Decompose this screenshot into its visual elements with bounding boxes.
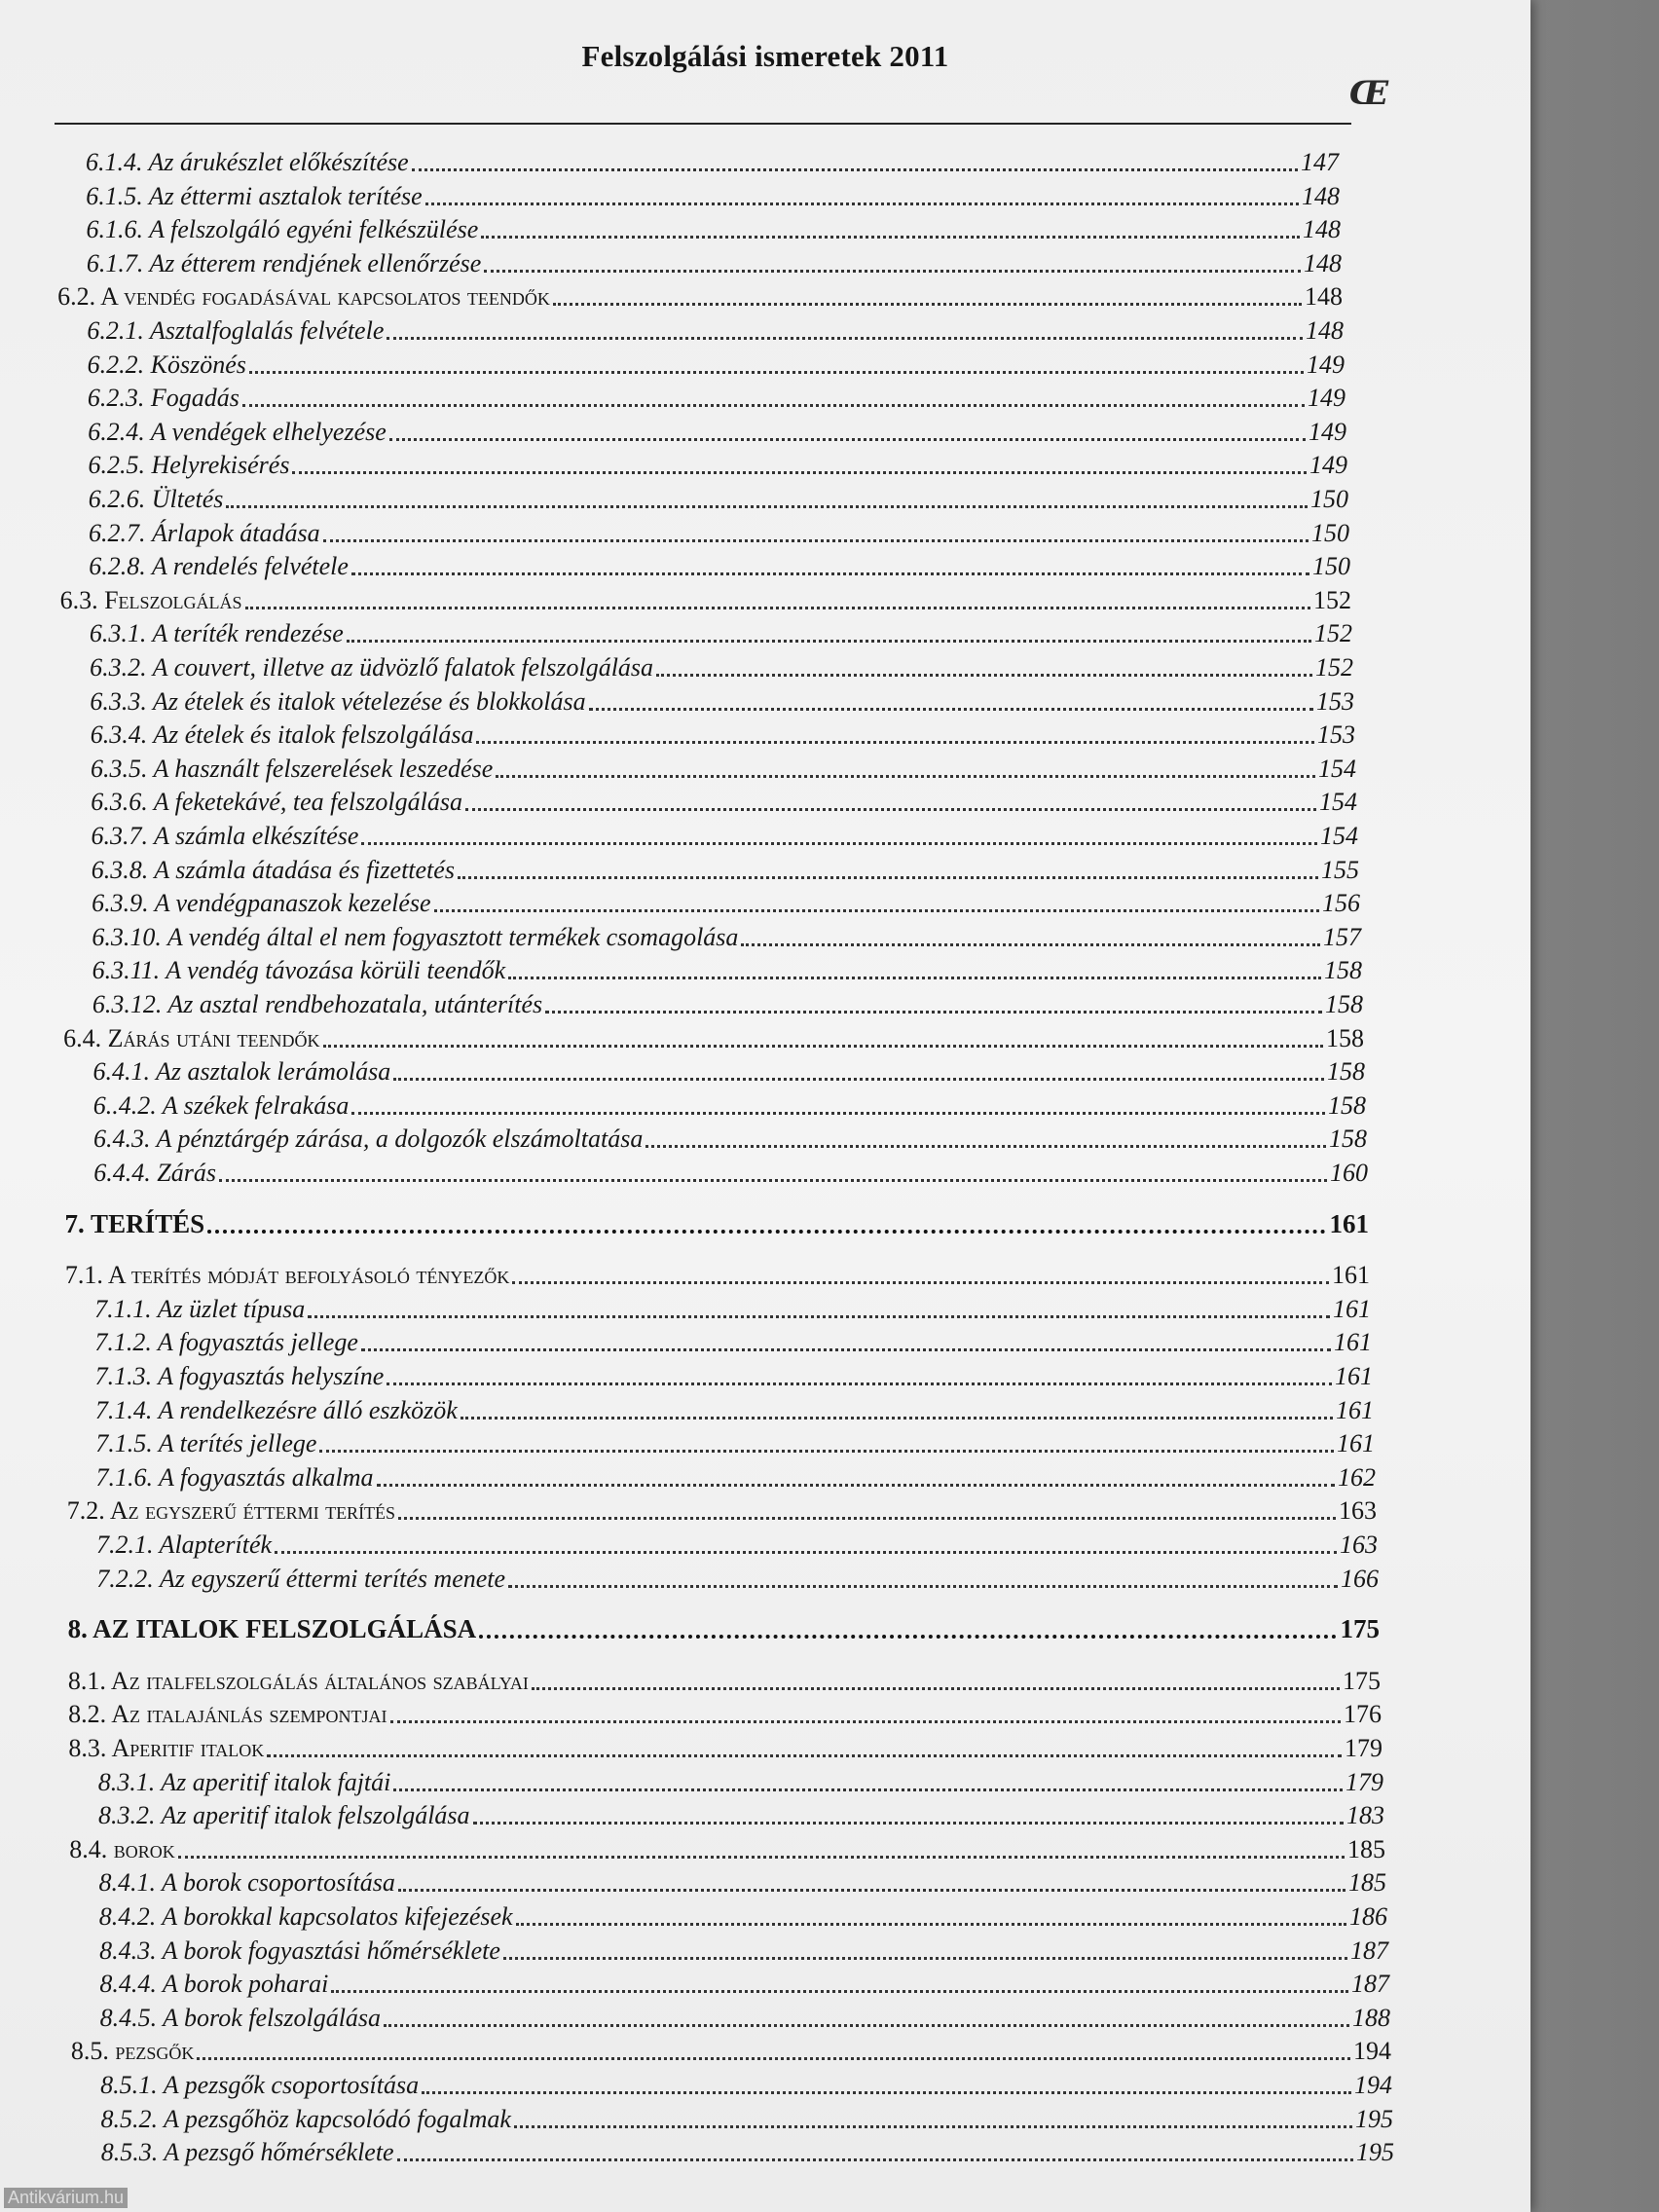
toc-entry-page-number: 183 [1346,1801,1384,1830]
toc-entry-page-number: 188 [1351,2003,1390,2032]
toc-entry-title: 6.3. Felszolgálás [59,585,242,614]
toc-entry-title: 6.3.4. Az ételek és italok felszolgálása [90,720,474,750]
dot-leader [508,1585,1338,1588]
toc-entry-title: 6.3.7. A számla elkészítése [91,822,359,850]
dot-leader [479,1635,1337,1639]
toc-entry-title: 8.5.3. A pezsgő hőmérséklete [100,2138,394,2167]
toc-entry-page-number: 158 [1329,1124,1367,1154]
toc-entry [94,1326,1372,1357]
toc-entry-title: 8.4.3. A borok fogyasztási hőmérséklete [99,1936,500,1965]
toc-entry-title: 6.2.3. Fogadás [87,384,240,413]
toc-entry-page-number: 149 [1308,417,1346,446]
dot-leader [473,1822,1344,1825]
toc-entry-title: 8.4.2. A borokkal kapcsolatos kifejezések [98,1902,513,1931]
toc-entry-title: 8.4.1. A borok csoportosítása [98,1868,395,1898]
toc-entry-title: 6.3.3. Az ételek és italok vételezése és blokkolása [90,686,586,716]
toc-entry-page-number: 161 [1334,1362,1373,1390]
toc-entry-title: 7.2.2. Az egyszerű éttermi terítés menete [96,1564,506,1593]
toc-entry-page-number: 150 [1310,518,1349,547]
toc-entry-page-number: 152 [1313,619,1352,648]
toc-entry-page-number: 186 [1348,1902,1387,1931]
toc-entry-page-number: 161 [1333,1328,1372,1357]
toc-entry-page-number: 161 [1331,1261,1370,1290]
toc-entry [86,146,1339,177]
toc-entry-page-number: 158 [1326,1057,1365,1087]
toc-entry-title: 6.1.6. A felszolgáló egyéni felkészülése [86,215,479,244]
toc-entry [95,1461,1376,1493]
dot-leader [267,1754,1342,1757]
dot-leader [741,943,1320,946]
toc-entry [99,1968,1389,1999]
toc-entry [98,1766,1383,1797]
toc-entry [98,1799,1384,1830]
dot-leader [384,2024,1349,2027]
toc-entry-page-number: 148 [1305,316,1344,345]
dot-leader [503,1957,1347,1960]
toc-entry-title: 6.1.5. Az éttermi asztalok terítése [86,181,423,210]
toc-entry-title: 8.5.1. A pezsgők csoportosítása [100,2071,420,2099]
watermark: Antikvárium.hu [4,2188,128,2208]
toc-entry-page-number: 154 [1319,822,1358,850]
dot-leader [361,1348,1331,1351]
toc-entry [57,280,1343,312]
toc-entry-title: 6.4.3. A pénztárgép zárása, a dolgozók elszámoltatása [93,1124,644,1154]
toc-entry-page-number: 161 [1335,1395,1374,1424]
toc-entry-page-number: 150 [1311,552,1350,581]
dot-leader [245,607,1310,609]
toc-entry-title: 8.4. borok [69,1834,175,1863]
toc-entry [68,1732,1382,1763]
toc-entry-title: 6.2.2. Köszönés [87,350,246,379]
dot-leader [377,1484,1335,1487]
toc-entry [92,921,1361,952]
toc-entry-title: 6.3.6. A feketekávé, tea felszolgálása [91,788,462,817]
toc-entry-page-number: 148 [1304,282,1343,312]
toc-entry [88,349,1345,380]
toc-entry-title: 8.3.1. Az aperitif italok fajtái [97,1767,391,1796]
toc-entry-title: 6.2.7. Árlapok átadása [89,518,320,547]
dot-leader [645,1145,1326,1148]
toc-entry [92,854,1359,885]
toc-entry-page-number: 148 [1303,248,1342,277]
toc-entry-page-number: 149 [1306,350,1345,379]
toc-entry-page-number: 152 [1314,653,1353,682]
toc-entry [88,416,1346,447]
toc-entry-page-number: 187 [1350,1970,1389,1999]
toc-entry [88,382,1346,413]
toc-entry [68,1613,1380,1644]
toc-entry-page-number: 156 [1321,889,1360,918]
toc-entry-title: 6..4.2. A székek felrakása [92,1090,350,1120]
toc-entry [92,887,1360,918]
toc-entry-title: 6.2.5. Helyrekisérés [88,451,290,480]
toc-entry-page-number: 158 [1324,990,1363,1018]
toc-entry-page-number: 166 [1340,1564,1379,1593]
toc-entry-title: 8.2. Az italajánlás szempontjai [68,1700,387,1729]
publisher-logo-icon: Œ [1349,74,1389,113]
toc-entry [60,584,1351,615]
toc-entry [94,1293,1371,1324]
toc-entry-page-number: 147 [1301,148,1339,176]
toc-entry-page-number: 195 [1354,2104,1393,2133]
toc-entry-title: 6.3.1. A teríték rendezése [89,619,344,648]
toc-entry-page-number: 161 [1332,1294,1371,1323]
dot-leader [512,1281,1329,1284]
toc-entry-title: 6.4.4. Zárás [93,1159,216,1187]
dot-leader [178,1856,1345,1859]
dot-leader [331,1990,1348,1993]
dot-leader [532,1687,1340,1690]
dot-leader [656,674,1312,677]
toc-entry-page-number: 163 [1339,1530,1378,1559]
toc-entry-page-number: 161 [1329,1208,1369,1238]
toc-entry-title: 6.4. Zárás utáni teendők [63,1023,320,1052]
toc-entry-title: 6.2.8. A rendelés felvétele [89,552,349,581]
dot-leader [292,471,1307,474]
dot-leader [308,1315,1330,1318]
toc-entry-title: 7.1.4. A rendelkezésre álló eszközök [94,1395,458,1424]
dot-leader [465,808,1316,811]
toc-entry [95,1394,1374,1425]
toc-entry-title: 8.3.2. Az aperitif italok felszolgálása [97,1801,470,1830]
toc-entry-title: 6.1.7. Az étterem rendjének ellenőrzése [86,248,482,277]
dot-leader [387,337,1303,340]
toc-entry-page-number: 152 [1312,585,1351,614]
toc-entry [93,1089,1366,1121]
toc-entry-page-number: 149 [1307,384,1346,413]
toc-entry-page-number: 176 [1343,1700,1382,1729]
toc-entry-page-number: 160 [1329,1159,1368,1187]
toc-entry [90,651,1353,682]
dot-leader [319,1450,1334,1453]
dot-leader [323,1045,1323,1048]
toc-entry [99,1866,1386,1898]
dot-leader [398,1889,1346,1892]
toc-entry [92,988,1363,1019]
toc-entry-page-number: 154 [1317,754,1356,783]
toc-entry-title: 6.2.1. Asztalfoglalás felvétele [87,316,385,345]
toc-entry-title: 7.2. Az egyszerű éttermi terítés [66,1496,396,1526]
toc-entry-page-number: 194 [1353,2071,1392,2099]
toc-entry [92,1055,1365,1087]
dot-leader [197,2057,1350,2060]
dot-leader [412,168,1298,171]
dot-leader [397,2158,1353,2161]
toc-entry [96,1529,1378,1560]
toc-entry-title: 7.1.6. A fogyasztás alkalma [95,1462,374,1492]
dot-leader [207,1230,1326,1234]
toc-entry [100,2103,1393,2134]
toc-entry [100,2069,1392,2100]
toc-entry [93,1123,1367,1154]
toc-entry [88,449,1347,480]
toc-entry-title: 6.2.6. Ültetés [88,485,224,513]
dot-leader [226,505,1308,508]
dot-leader [249,371,1304,374]
toc-entry-title: 6.3.8. A számla átadása és fizettetés [91,855,455,884]
adjacent-page-edge [0,1830,14,1996]
dot-leader [323,539,1309,542]
toc-entry-page-number: 161 [1336,1429,1375,1458]
toc-entry-page-number: 162 [1337,1462,1376,1492]
toc-entry-page-number: 148 [1302,215,1341,244]
toc-entry-title: 7.1.5. A terítés jellege [95,1429,317,1458]
dot-leader [496,775,1315,778]
toc-entry-title: 8. AZ ITALOK FELSZOLGÁLÁSA [67,1614,477,1644]
toc-entry-page-number: 187 [1349,1936,1388,1965]
toc-entry-title: 6.3.11. A vendég távozása körüli teendők [92,956,506,985]
dot-leader [589,708,1313,711]
toc-entry-page-number: 153 [1315,686,1354,716]
toc-entry-page-number: 148 [1301,181,1340,210]
dot-leader [458,876,1318,879]
dot-leader [422,2091,1351,2094]
toc-entry [87,213,1341,244]
dot-leader [545,1011,1322,1014]
dot-leader [351,572,1309,575]
toc-entry-page-number: 185 [1347,1868,1386,1898]
toc-entry-title: 6.3.12. Az asztal rendbehozatala, utánterítés [92,990,543,1018]
dot-leader [393,1788,1343,1791]
toc-entry-title: 8.4.4. A borok poharai [99,1970,329,1999]
dot-leader [425,203,1299,205]
toc-entry-page-number: 158 [1323,956,1362,985]
toc-entry-page-number: 194 [1352,2037,1391,2066]
toc-entry [92,954,1362,985]
toc-entry-title: 6.2. A vendég fogadásával kapcsolatos teendők [57,282,550,312]
dot-leader [347,640,1311,643]
dot-leader [387,1382,1332,1385]
toc-entry-title: 6.1.4. Az árukészlet előkészítése [86,148,409,176]
toc-entry-title: 7.1.1. Az üzlet típusa [94,1294,306,1323]
dot-leader [481,236,1300,239]
toc-entry-title: 7.1. A terítés módját befolyásoló tényezők [64,1261,510,1290]
toc-entry [86,180,1340,211]
toc-entry-title: 6.3.10. A vendég által el nem fogyasztott termékek csomagolása [92,922,739,951]
dot-leader [361,842,1317,845]
toc-entry [95,1360,1373,1391]
toc-entry [68,1665,1381,1696]
toc-entry-title: 6.4.1. Az asztalok lerámolása [92,1057,391,1087]
dot-leader [516,1923,1346,1926]
toc-entry-page-number: 153 [1316,720,1355,750]
toc-entry-page-number: 163 [1338,1496,1377,1526]
toc-entry-title: 8.1. Az italfelszolgálás általános szabályai [67,1666,529,1695]
toc-entry [100,2002,1390,2033]
toc-entry-page-number: 158 [1327,1090,1366,1120]
dot-leader [476,741,1314,744]
toc-entry [63,1022,1364,1053]
toc-entry-title: 6.3.5. A használt felszerelések leszedése [90,754,494,783]
toc-entry [87,314,1344,346]
dot-leader [508,977,1321,979]
dot-leader [242,404,1305,407]
dot-leader [514,2125,1352,2128]
toc-entry-title: 8.5. pezsgők [70,2037,195,2066]
toc-entry-title: 8.4.5. A borok felszolgálása [99,2003,382,2032]
toc-entry [87,247,1342,278]
toc-entry [91,719,1355,750]
toc-entry [96,1563,1379,1594]
toc-entry-page-number: 150 [1309,485,1348,513]
toc-entry-title: 6.3.9. A vendégpanaszok kezelése [92,889,431,918]
toc-entry-page-number: 195 [1355,2138,1394,2167]
toc-entry-page-number: 175 [1342,1666,1381,1695]
toc-entry [99,1935,1388,1966]
dot-leader [219,1179,1327,1182]
toc-entry-page-number: 157 [1322,922,1361,951]
toc-entry [90,685,1354,717]
toc-entry [99,1900,1387,1932]
toc-entry [69,1833,1385,1864]
toc-entry [90,617,1352,648]
toc-entry [101,2136,1394,2167]
toc-entry [67,1494,1377,1526]
toc-entry-title: 8.3. Aperitif italok [68,1734,265,1762]
toc-entry-title: 6.2.4. A vendégek elhelyezése [88,417,387,446]
toc-entry-page-number: 179 [1345,1767,1383,1796]
dot-leader [351,1112,1325,1115]
toc-entry-title: 7.1.2. A fogyasztás jellege [94,1328,358,1357]
dot-leader [390,1720,1341,1723]
toc-entry-page-number: 179 [1344,1734,1382,1762]
toc-entry-title: 7.2.1. Alapteríték [96,1530,273,1559]
toc-entry-page-number: 149 [1309,451,1347,480]
toc-entry [89,550,1350,581]
toc-entry-title: 7. TERÍTÉS [64,1208,205,1238]
dot-leader [393,1078,1324,1081]
toc-entry-page-number: 175 [1340,1614,1380,1644]
toc-entry-page-number: 158 [1325,1023,1364,1052]
toc-entry [92,820,1358,851]
toc-entry [95,1427,1375,1458]
toc-entry [65,1208,1369,1239]
dot-leader [484,270,1301,273]
toc-entry-title: 8.5.2. A pezsgőhöz kapcsolódó fogalmak [100,2104,511,2133]
toc-entry [89,517,1349,548]
toc-entry [68,1698,1382,1729]
toc-entry-page-number: 185 [1346,1834,1385,1863]
toc-entry [89,483,1348,514]
dot-leader [275,1551,1337,1554]
dot-leader [553,303,1302,306]
toc-entry-page-number: 154 [1318,788,1357,817]
toc-entry [91,753,1356,784]
toc-entry [65,1259,1370,1290]
dot-leader [461,1417,1333,1419]
toc-entry [71,2035,1391,2066]
toc-entry-title: 6.3.2. A couvert, illetve az üdvözlő falatok felszolgálása [90,653,654,682]
running-title: Felszolgálási ismeretek 2011 [581,39,949,73]
dot-leader [389,438,1306,441]
toc-entry [91,786,1357,817]
dot-leader [398,1517,1336,1520]
toc-entry-title: 7.1.3. A fogyasztás helyszíne [94,1362,385,1390]
toc-entry [93,1157,1368,1188]
dot-leader [434,909,1319,912]
toc-entry-page-number: 155 [1320,855,1359,884]
